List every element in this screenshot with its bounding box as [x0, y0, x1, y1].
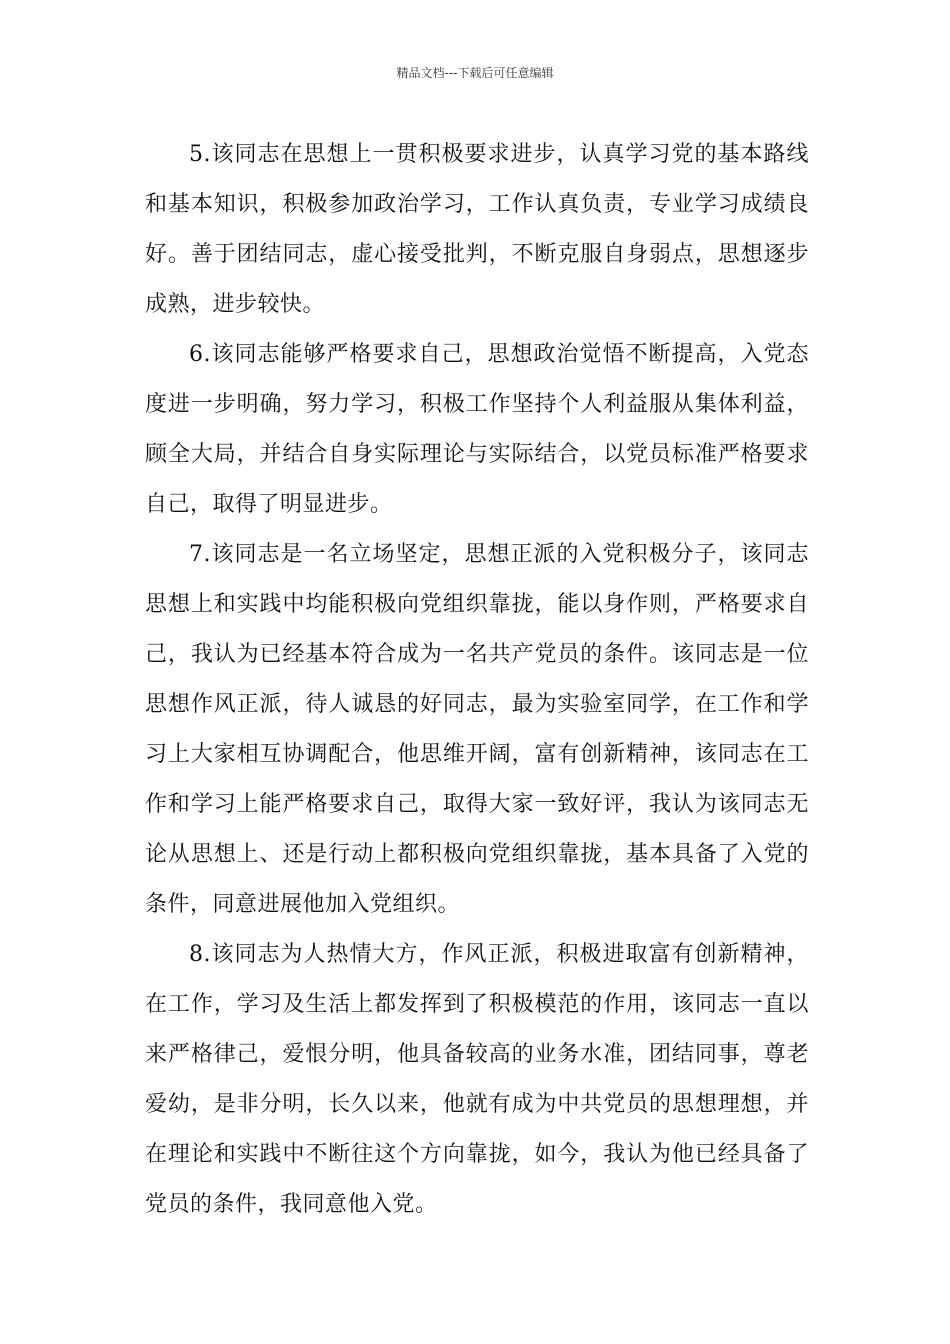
page-header: 精品文档---下载后可任意编辑	[396, 66, 554, 80]
paragraph-7: 7.该同志是一名立场坚定，思想正派的入党积极分子，该同志思想上和实践中均能积极向党组织靠拢，能以身作则，严格要求自己，我认为已经基本符合成为一名共产党员的条件。该同志是一位思想作风正派，待人诚恳的好同志，最为实验室同学，在工作和学习上大家相互协调配合，他思维开阔，富有创新精神，该同志在工作和学习上能严格要求自己，取得大家一致好评，我认为该同志无论从思想上、还是行动上都积极向党组织靠拢，基本具备了入党的条件，同意进展他加入党组织。	[145, 542, 809, 917]
paragraph-5: 5.该同志在思想上一贯积极要求进步，认真学习党的基本路线和基本知识，积极参加政治学习，工作认真负责，专业学习成绩良好。善于团结同志，虚心接受批判，不断克服自身弱点，思想逐步成熟，进步较快。	[145, 142, 809, 317]
paragraph-8: 8.该同志为人热情大方，作风正派，积极进取富有创新精神，在工作，学习及生活上都发挥到了积极模范的作用，该同志一直以来严格律己，爱恨分明，他具备较高的业务水准，团结同事，尊老爱幼，是非分明，长久以来，他就有成为中共党员的思想理想，并在理论和实践中不断往这个方向靠拢，如今，我认为他已经具备了党员的条件，我同意他入党。	[145, 942, 809, 1217]
paragraph-6: 6.该同志能够严格要求自己，思想政治觉悟不断提高，入党态度进一步明确，努力学习，积极工作坚持个人利益服从集体利益，顾全大局，并结合自身实际理论与实际结合，以党员标准严格要求自己，取得了明显进步。	[145, 342, 809, 517]
document-body	[145, 130, 809, 1230]
